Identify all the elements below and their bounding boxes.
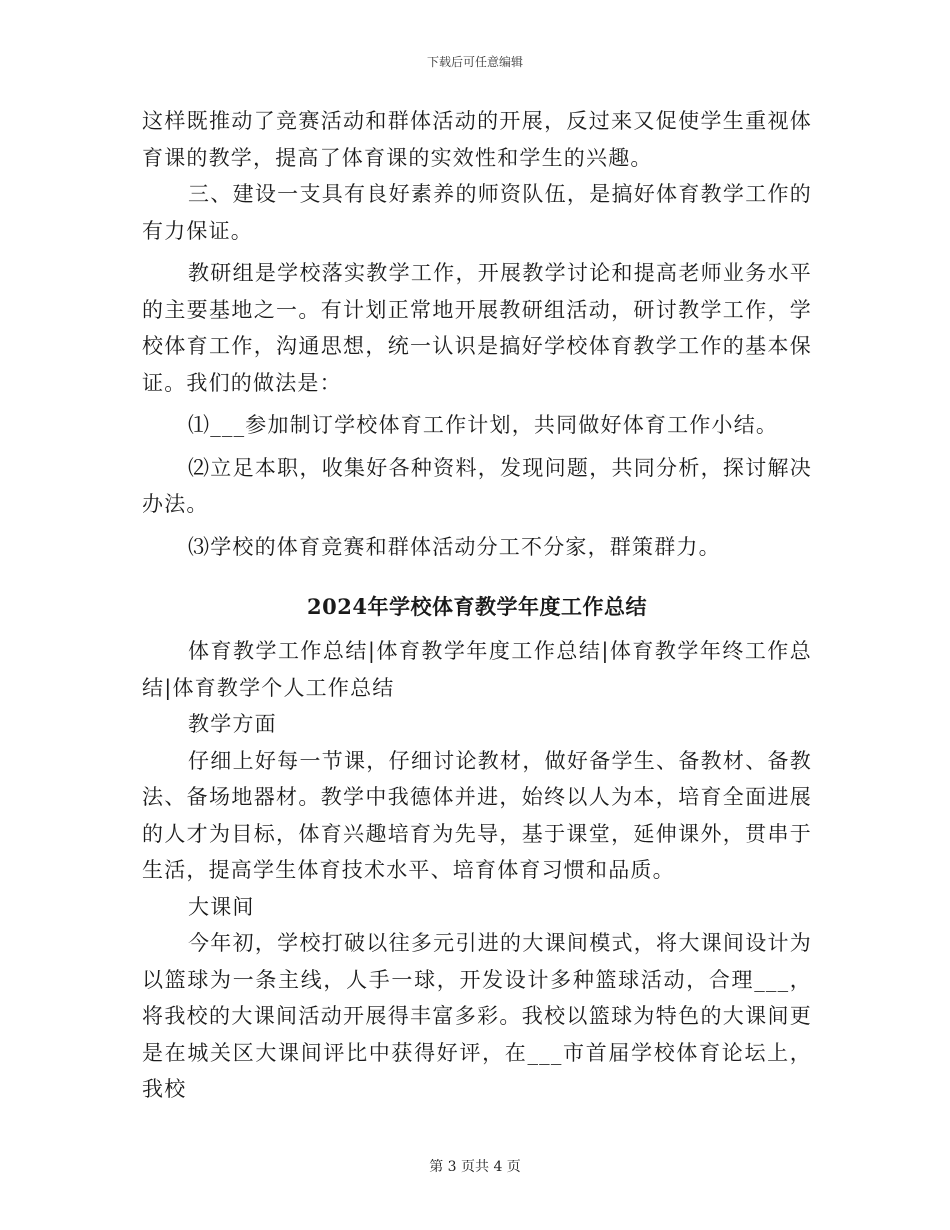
- paragraph-teaching: 仔细上好每一节课，仔细讨论教材，做好备学生、备教材、备教法、备场地器材。教学中我德体并进，始终以人为本，培育全面进展的人才为目标，体育兴趣培育为先导，基于课堂，延伸课外，贯串于生活，提高学生体育技术水平、培育体育习惯和品质。: [142, 748, 812, 882]
- subheading-recess: 大课间: [188, 894, 255, 919]
- document-body: [142, 103, 812, 1108]
- paragraph-continuation: 这样既推动了竞赛活动和群体活动的开展，反过来又促使学生重视体育课的教学，提高了体育课的实效性和学生的兴趣。: [142, 109, 812, 170]
- list-item-1: ⑴___参加制订学校体育工作计划，共同做好体育工作小结。: [188, 413, 779, 437]
- page-header: 下载后可任意编辑: [426, 55, 523, 69]
- list-item-2: ⑵立足本职，收集好各种资料，发现问题，共同分析，探讨解决办法。: [142, 455, 812, 516]
- page-footer: 第 3 页共 4 页: [429, 1159, 521, 1175]
- list-item-3: ⑶学校的体育竞赛和群体活动分工不分家，群策群力。: [188, 534, 721, 559]
- subheading-teaching: 教学方面: [188, 712, 277, 736]
- document-title: 2024年学校体育教学年度工作总结: [307, 594, 647, 619]
- keywords-line: 体育教学工作总结|体育教学年度工作总结|体育教学年终工作总结|体育教学个人工作总结: [142, 639, 812, 700]
- paragraph-teaching-group: 教研组是学校落实教学工作，开展教学讨论和提高老师业务水平的主要基地之一。有计划正常地开展教研组活动，研讨教学工作，学校体育工作，沟通思想，统一认识是搞好学校体育教学工作的基本保证。我们的做法是：: [142, 261, 812, 395]
- paragraph-recess: 今年初，学校打破以往多元引进的大课间模式，将大课间设计为以篮球为一条主线，人手一球，开发设计多种篮球活动，合理___，将我校的大课间活动开展得丰富多彩。我校以篮球为特色的大课间更是在城关区大课间评比中获得好评，在___市首届学校体育论坛上，我校: [142, 931, 812, 1101]
- section-heading-three: 三、建设一支具有良好素养的师资队伍，是搞好体育教学工作的有力保证。: [142, 182, 812, 243]
